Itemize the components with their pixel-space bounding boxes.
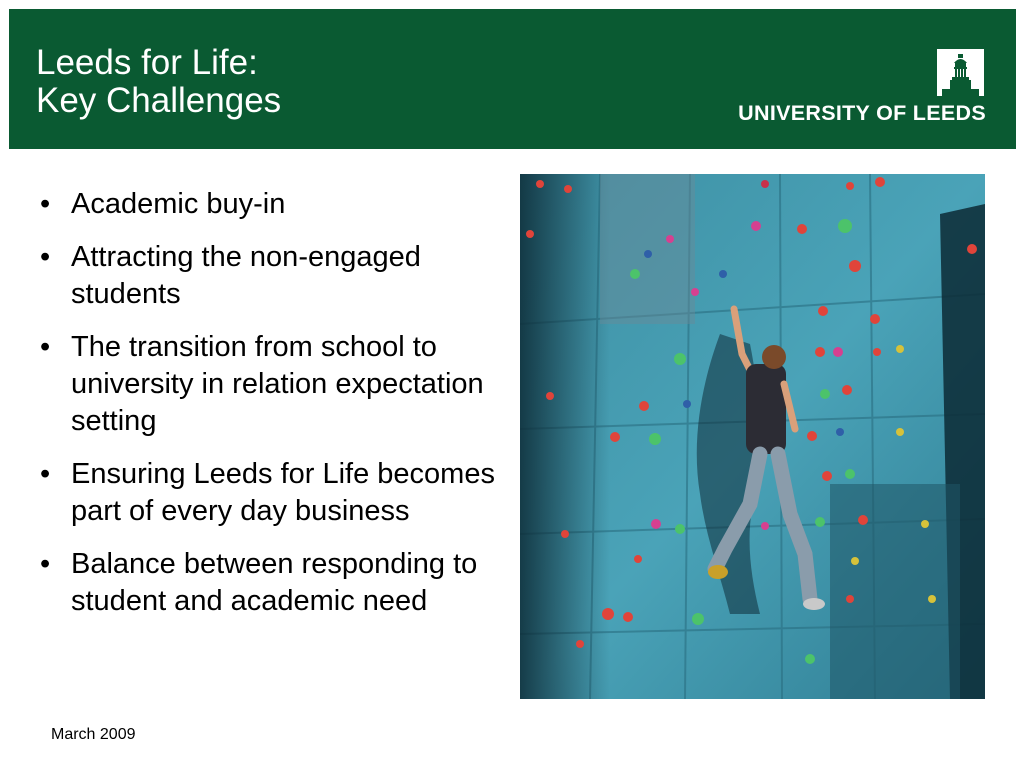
bullet-item — [40, 329, 510, 440]
bullet-glyph: • — [40, 548, 51, 580]
bullet-list — [40, 186, 510, 636]
climbing-wall-image — [520, 174, 985, 699]
climbing-wall-photo — [520, 174, 985, 699]
bullet-text: Balance between responding to student and academic need — [71, 548, 478, 617]
bullet-glyph: • — [40, 458, 51, 490]
university-logo-text: UNIVERSITY OF LEEDS — [738, 101, 986, 125]
bullet-item — [40, 186, 510, 223]
slide-title — [36, 44, 281, 120]
bullet-text: The transition from school to university in relation expectation setting — [71, 331, 484, 437]
bullet-glyph: • — [40, 331, 51, 363]
title-line-1: Leeds for Life: — [36, 43, 258, 82]
bullet-text: Ensuring Leeds for Life becomes part of every day business — [71, 458, 495, 527]
bullet-text: Academic buy-in — [71, 188, 286, 220]
bullet-item — [40, 546, 510, 620]
bullet-glyph: • — [40, 241, 51, 273]
bullet-item — [40, 239, 510, 313]
bullet-text: Attracting the non-engaged students — [71, 241, 421, 310]
bullet-glyph: • — [40, 188, 51, 220]
bullet-item — [40, 456, 510, 530]
university-tower-icon — [937, 49, 984, 96]
slide-header — [9, 9, 1016, 149]
title-line-2: Key Challenges — [36, 81, 282, 120]
footer-date: March 2009 — [51, 726, 136, 743]
